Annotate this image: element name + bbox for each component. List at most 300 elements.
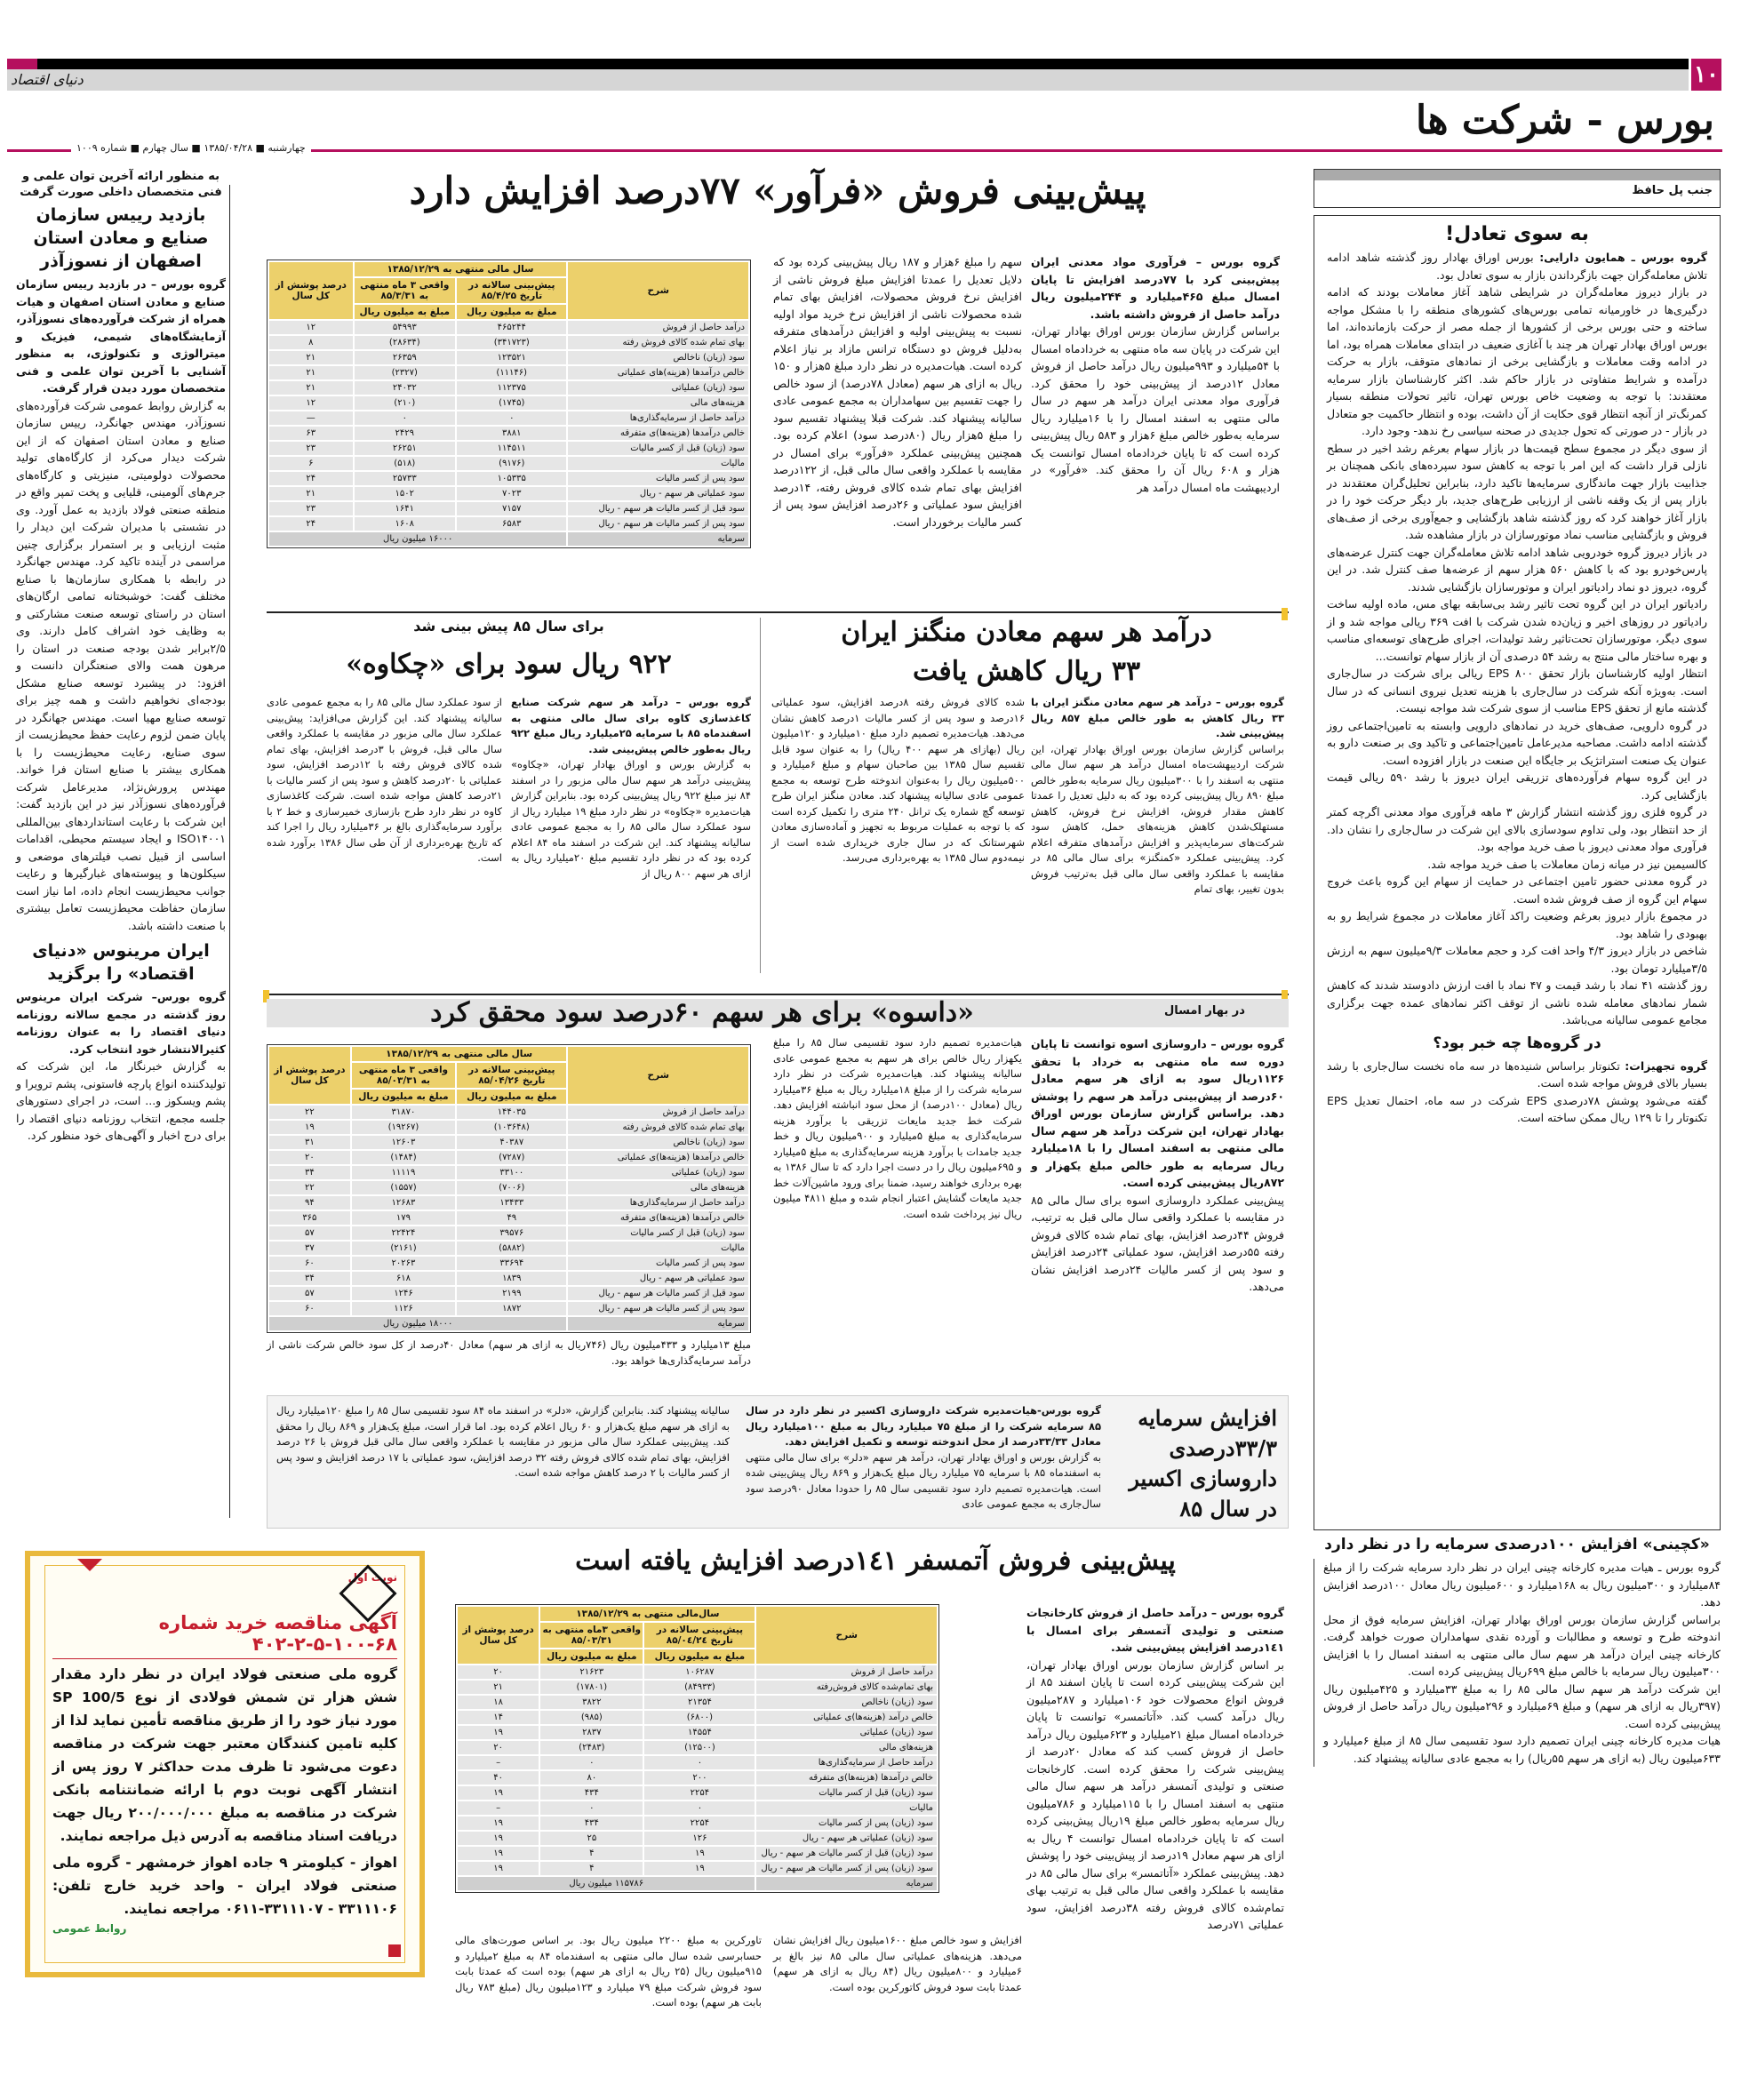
col-desc: شرح [568,262,748,319]
cell-forecast: ۱۴۵۵۴ [644,1726,755,1739]
cell-actual: (۹۸۵) [540,1711,643,1724]
cell-forecast: ۱۸۳۹ [457,1272,566,1285]
masthead-bar [7,59,1689,69]
cell-coverage: ۵۷ [269,1226,350,1240]
group-lead: گروه تجهیزات: [1625,1058,1708,1073]
table-row [269,502,748,515]
cell-coverage: ۲۴ [269,472,353,485]
paragraph: به گزارش بورس و اوراق بهادار تهران، «چکاوه» پیش‌بینی درآمد هر سهم سال مالی مزبور را در اسفند ۸۴ نیز مبلغ ۹۲۲ ریال پیش‌بینی کرده بود. بنابراین گزارش هیات‌مدیره «چکاوه» در نظر دارد مبلغ ۱۹ میلیارد ریال از سود عملکرد سال مالی ۸۵ را به مجمع عمومی عادی سالیانه پیشنهاد کند. این شرکت در اسفند ماه ۸۴ اعلام کرده بود که در نظر دارد تقسیم مبلغ ۲۰میلیارد ریال به ازای هر سهم ۸۰۰ ریال از [511,758,752,880]
headline-line: ۳۳ ریال کاهش یافت [912,656,1141,687]
cell-coverage: ۲۱ [269,351,353,364]
cell-actual: ۱۱۲۶ [352,1302,455,1315]
table-row [458,1726,937,1739]
paragraph: در مجموع بازار دیروز بعرغم وضعیت راکد آغاز معاملات در مجموع شرایط رو به بهبودی را شاهد بود. [1327,909,1707,940]
cell-coverage: ۴۰ [458,1771,539,1785]
cell-actual: ۲۶۳۵۹ [355,351,456,364]
cell-forecast: ۳۹۵۷۶ [457,1226,566,1240]
cell-forecast: ۱۱۲۳۷۵ [457,381,566,395]
cell-forecast: ۴۰۳۸۷ [457,1136,566,1149]
paragraph: روز گذشته ۴۱ نماد با رشد قیمت و ۴۷ نماد با افت ارزش دادوستد شدند که کاهش شمار نمادهای معامله شده ناشی از توقف اکثر نمادهای عمده جهت برگزاری مجامع عمومی سالیانه می‌باشد. [1327,978,1707,1026]
cell-coverage: – [458,1756,539,1769]
groups-subhead: در گروه‌ها چه خبر بود؟ [1433,1034,1601,1052]
cell-coverage: ۸ [269,336,353,349]
cell-label: سود (زیان) قبل از کسر مالیات هر سهم - ریال [756,1847,937,1860]
cell-forecast: ۲۰۰ [644,1771,755,1785]
cell-coverage: ۱۲ [269,396,353,410]
chakaveh-heading [267,618,751,684]
cell-actual: ۲۵۷۳۳ [355,472,456,485]
cell-label: درآمد حاصل از سرمایه‌گذاری‌ها [568,411,748,425]
chakaveh-col2: از سود عملکرد سال مالی ۸۵ را به مجمع عمومی عادی سالیانه پیشنهاد کند. این گزارش می‌افزاید: پیش‌بینی عملکرد سال مالی مزبور در مقایسه با عملکرد واقعی سال مالی قبل، فروش با ۳درصد افزایش، بهای تمام شده کالای فروش رفته با ۱۲درصد افزایش، سود عملیاتی با ۲۰درصد کاهش و سود پس از کسر مالیات با ۲۱درصد کاهش مواجه شده است. شرکت کاغذسازی کاوه در نظر دارد طرح بازسازی خمیرسازی و خط ۲ با برآورد سرمایه‌گذاری بالغ بر ۳۶میلیارد ریال را اجرا کند که تاریخ بهره‌برداری از آن طی سال ۱۳۸۶ برآورد شده است. [267,696,502,864]
cell-coverage: ۱۲ [269,321,353,334]
col-actual: واقعی ۳ماه منتهی به ۸۵/۰۳/۳۱ [540,1623,643,1648]
ad-turn-label: نوبت اول [347,1571,397,1584]
paragraph: به گزارش روابط عمومی شرکت فرآورده‌های نسوزآذر، مهندس جهانگرد، رییس سازمان صنایع و معادن استان اصفهان که از این شرکت دیدار می‌کرد از کارگاه‌های تولید محصولات دولومیتی، منیزیتی و کارگاه‌های جرم‌های آلومینی، قلیایی و پخت تمپر واقع در منطقه صنعتی فولاد بازدید به عمل آورد. وی در نشستی با مدیران شرکت این دیدار را مثبت ارزیابی و بر استمرار برگزاری چنین مراسمی در آینده تاکید کرد. مهندس جهانگرد در رابطه با همکاری سازمان‌ها با صنایع مختلف گفت: خوشبختانه تمامی ارگان‌های استان در راستای توسعه صنعت مشارکتی و به وظایف خود اشراف کامل دارند. وی ۲/۵برابر شدن بودجه صنعت در استان را مرهون همت والای صنعتگران دانست و افزود: در پیشبرد توسعه صنایع مشکل بودجه‌ای نخواهیم داشت و همه چیز برای توسعه صنایع مهیا است. مهندس جهانگرد در پایان ضمن لزوم رعایت حفظ محیط‌زیست از سوی صنایع، رعایت محیط‌زیست را با همکاری بیشتر با صنایع استان فرا خواند. مهندس پرورش‌نژاد، مدیرعامل شرکت فرآورده‌های نسوزآذر نیز در این بازدید گفت: این شرکت با رعایت استانداردهای بین‌المللی ISO۱۴۰۰۱ و ایجاد سیستم محیطی، اقدامات اساسی از قبیل نصب فیلترهای موضعی و سیکلون‌ها و پیوسته‌های غبارگیرها و رعایت جوانب محیط‌زیست انجام داده، اما نیاز است سازمان حفاظت محیط‌زیست تعامل بیشتری با صنعت داشته باشد. [16,398,226,932]
exir-lead: گروه بورس-هیات‌مدیره شرکت داروسازی اکسیر در نظر دارد در سال ۸۵ سرمایه شرکت را از مبلغ ۷۵ میلیارد ریال به مبلغ ۱۰۰میلیارد ریال معادل ۳۳/۳۳درصد از محل اندوخته توسعه و تکمیل افزایش دهد. [746,1404,1101,1448]
cell-forecast: ۱۰۶۲۸۷ [644,1665,755,1679]
market-report-box [1314,215,1721,1530]
table-row [269,336,748,349]
cell-label: سود عملیاتی هر سهم - ریال [568,1272,748,1285]
section-rule [267,994,1289,995]
cell-actual: ۲۵ [540,1832,643,1845]
atmosfer-col2: افزایش و سود خالص مبلغ ۱۶۰۰میلیون ریال افزایش نشان می‌دهد. هزینه‌های عملیاتی سال مالی ۸۵ نیز بالغ بر ۶میلیارد و ۸۰۰میلیون ریال (۸۴ ریال به ازای هر سهم) عمدتا بابت سود فروش کاتورکرین بوده است. [773,1934,1023,1993]
cell-label: مالیات [756,1801,937,1815]
table-row [269,351,748,364]
paragraph: در گروه دارویی، صف‌های خرید در نمادهای دارویی وابسته به تامین‌اجتماعی روز گذشته ادامه داشت. مصاحبه مدیرعامل تامین‌اجتماعی و تاکید وی بر صنعت دارو به عنوان یک صنعت استراتژیک بر جایگاه این صنعت در بازار افزوده است. [1327,718,1707,767]
cell-coverage: ۱۹ [458,1847,539,1860]
cell-coverage: ۳۷ [269,1242,350,1255]
table-row [269,1211,748,1225]
table-row [269,366,748,379]
merinos-body [16,988,226,1145]
cell-coverage: ۲۲ [269,1106,350,1119]
cell-actual: ۴ [540,1862,643,1875]
cell-forecast: (۸۴۹۳۳) [644,1681,755,1694]
table-row [458,1801,937,1815]
cell-label: خالص درآمدها (هزینه‌ها)ی عملیاتی [568,1151,748,1164]
cell-coverage: ۲۴ [269,517,353,531]
cell-forecast: ۶۵۸۳ [457,517,566,531]
cell-coverage: ۹۴ [269,1196,350,1210]
cell-label: سود قبل از کسر مالیات هر سهم - ریال [568,1287,748,1300]
table-row [269,427,748,440]
unit: مبلغ به میلیون ریال [540,1649,643,1664]
cell-actual: ۲۸۳۷ [540,1726,643,1739]
capital-row [458,1877,937,1890]
headline-line: ۳۳/۳درصدی [1169,1435,1277,1461]
column-header-label: جنب پل حافظ [1632,184,1713,197]
kachini-article [1314,1536,1721,1767]
table-row [458,1711,937,1724]
cell-actual: ۱۲۶۰۳ [352,1136,455,1149]
cell-actual: ۰ [355,411,456,425]
cell-actual: (۲۴۸۳) [540,1741,643,1754]
paragraph: براساس گزارش سازمان بورس اوراق بهادار تهران، افزایش سرمایه فوق از محل اندوخته طرح و توسعه و مطالبات و آورده نقدی سهامداران صورت خواهد گرفت. کارخانه چینی ایران درآمد هر سهم سال مالی منتهی به اسفند امسال را با افزایش ۳۰۰میلیون ریال سرمایه با خالص مبلغ ۶۹۹ریال پیش‌بینی کرده است. [1323,1612,1721,1678]
chakaveh-col1 [511,695,751,882]
table-row [269,1181,748,1194]
cell-label: سود (زیان) عملیاتی [756,1726,937,1739]
cell-forecast: ۱۱۴۵۱۱ [457,442,566,455]
cell-coverage: ۶۰ [269,1257,350,1270]
paragraph: تکنوتار براساس شنیده‌ها در سه ماه نخست سال‌جاری با رشد بسیار بالای فروش مواجه شده است. [1327,1058,1707,1090]
ad-address: اهواز - کیلومتر ۹ جاده اهواز خرمشهر - گروه ملی صنعتی فولاد ایران - واحد خرید خارج تلفن: ۳۳۱۱۱۰۶ - ۳۳۱۱۱۰۷-۰۶۱۱ مراجعه نمایند. [52,1855,397,1917]
cell-actual: ۱۲۴۶ [352,1287,455,1300]
table-row [458,1786,937,1800]
cell-actual: (۱۷۸۰۱) [540,1681,643,1694]
cell-forecast: ۱۹ [644,1862,755,1875]
table-row [458,1771,937,1785]
table-row [269,1151,748,1164]
cell-label: سود (زیان) عملیاتی [568,381,748,395]
table-row [269,457,748,470]
atmosfer-col3: تاورکرین به مبلغ ۲۲۰۰ میلیون ریال بود. بر اساس صورت‌های مالی حسابرسی شده سال مالی منتهی به اسفندماه ۸۴ به مبلغ ۲میلیارد و ۹۱۵میلیون ریال (۲۵ ریال به ازای هر سهم) بوده است که عمدتا بابت سود فروش شرکت مبلغ ۷۹ میلیارد و ۱۲۳میلیون ریال (مبلغ ۷۸۳ ریال بابت هر سهم) بوده است. [455,1934,762,2008]
capital-value: ۱۱۵۷۸۶ میلیون ریال [458,1877,755,1890]
col-forecast: پیش‌بینی سالانه در تاریخ ۸۵/۰٤/۲٤ [644,1623,755,1648]
cell-coverage: ۶۰ [269,1302,350,1315]
masthead-grey-band [7,69,1689,91]
cell-coverage: ۲۱ [269,381,353,395]
cell-forecast: ۳۸۸۱ [457,427,566,440]
paragraph: هیات مدیره کارخانه چینی ایران تصمیم دارد سود تقسیمی سال ۸۵ از مبلغ ۶میلیارد و ۶۳۳میلیون ریال (به ازای هر سهم ۵۵ریال) را به مجمع عادی سالیانه پیشنهاد کند. [1323,1734,1721,1765]
cell-actual: ۲۶۲۵۱ [355,442,456,455]
nosouz-lead: گروه بورس – در بازدید رییس سازمان صنایع و معادن استان اصفهان و هیات همراه از شرکت فرآورده‌های نسوزآذر، آزمایشگاه‌های شیمی، فیزیک و میترالوژی و تکنولوژی، به منظور آشنایی با آخرین توان علمی و فنی متخصصان مورد دیدن قرار گرفت. [16,277,226,395]
cell-actual: ۴۳۴ [540,1786,643,1800]
cell-actual: (۲۸۶۳۴) [355,336,456,349]
cell-coverage: ۲۱ [458,1681,539,1694]
cell-coverage: ۲۳ [269,442,353,455]
paragraph: براساس گزارش سازمان بورس اوراق بهادار تهران، این شرکت اردیبهشت‌ماه امسال درآمد هر سهم سال مالی منتهی به اسفند را با ۳۰۰میلیون ریال سرمایه به‌طور خالص مبلغ ۸۹۰ ریال پیش‌بینی کرده بود که به دلیل تعدیل را عمدتا کاهش مقدار فروش، افزایش نرخ فروش، کاهش مستهلک‌شدن کاهش هزینه‌های حمل، کاهش سود شرکت‌های سرمایه‌پذیر و افزایش درآمدهای متفرقه اعلام کرد. پیش‌بینی عملکرد «کمنگنز» برای سال مالی ۸۵ در مقایسه با عملکرد واقعی سال مالی قبل به‌ترتیب فروش بدون تغییر، بهای تمام [1031,742,1284,895]
cell-label: سود (زیان) ناخالص [568,351,748,364]
cell-forecast: ۱۲۶ [644,1832,755,1845]
table-row [269,517,748,531]
exir-col1 [746,1403,1101,1513]
table-row [458,1847,937,1860]
cell-forecast: ۱۸۷۲ [457,1302,566,1315]
manganese-headline [764,613,1289,691]
cell-actual: ۴۳۴ [540,1817,643,1830]
cell-label: بهای تمام شده کالای فروش رفته [568,1121,748,1134]
unit: مبلغ به میلیون ریال [457,305,566,319]
farawar-lead: گروه بورس – فرآوری مواد معدنی ایران پیش‌بینی کرد با ۷۷درصد افزایش تا پایان امسال مبلغ ۴۶۵میلیارد و ۲۴۴میلیون ریال درآمد حاصل از فروش داشته باشد. [1031,255,1280,321]
cell-actual: ۱۵۰۲ [355,487,456,500]
dateline: چهارشنبه ■ ۱۳۸۵/۰۴/۲۸ ■ سال چهارم ■ شماره ۱۰۰۹ [71,142,311,154]
manganese-lead: گروه بورس – درآمد هر سهم معادن منگنز ایران با ۳۳ ریال کاهش به طور خالص مبلغ ۸۵۷ ریال پیش‌بینی شد. [1031,696,1284,739]
paragraph: گروه بورس ـ هیات مدیره کارخانه چینی ایران در نظر دارد سرمایه شرکت را از مبلغ ۸۴میلیارد و ۳۰۰میلیون ریال به ۱۶۸میلیارد و ۶۰۰میلیون ریال معادل ۱۰۰درصد افزایش دهد. [1323,1561,1721,1609]
col-coverage: درصد پوشش از کل سال [269,1047,350,1104]
cell-forecast: ۱۳۴۳۳ [457,1196,566,1210]
cell-forecast: (۷۲۸۷) [457,1151,566,1164]
table-row [458,1756,937,1769]
dasveh-col1 [1031,1035,1284,1296]
section-title: بورس - شرکت ها [1415,98,1714,143]
cell-forecast: (۱۰۳۶۴۸) [457,1121,566,1134]
cell-label: سود قبل از کسر مالیات هر سهم - ریال [568,502,748,515]
groups-body [1327,1058,1707,1127]
capital-label: سرمایه [568,1317,748,1330]
dasveh-table-wrap [267,1044,751,1333]
merinos-headline: ایران مرینوس «دنیای اقتصاد» را برگزید [32,941,210,984]
ad-triangle-marker [77,1559,102,1571]
atmosfer-col1 [1026,1604,1284,1934]
column-divider [229,185,230,1518]
capital-row [269,1317,748,1330]
cell-forecast: (۹۱۷۶) [457,457,566,470]
kachini-body [1314,1559,1721,1767]
merinos-lead: گروه بورس– شرکت ایران مرینوس روز گذشته در مجمع سالانه روزنامه دنیای اقتصاد را به عنوان روزنامه کثیرالانتشار خود انتخاب کرد. [16,990,226,1056]
period-header: سال‌مالی منتهی به ۱۳۸۵/۱۲/۲۹ [540,1607,755,1621]
header-grey-band [1314,170,1720,180]
cell-coverage: ۶۳ [269,427,353,440]
table-row [458,1681,937,1694]
col-desc: شرح [756,1607,937,1664]
ad-inner-frame [44,1565,405,1963]
unit: مبلغ به میلیون ریال [457,1090,566,1104]
cell-label: درآمد حاصل از سرمایه‌گذاری‌ها [568,1196,748,1210]
cell-actual: ۵۴۹۹۳ [355,321,456,334]
cell-actual: ۰ [540,1801,643,1815]
table-row [269,1272,748,1285]
col-actual: واقعی ۳ ماه منتهی به ۸۵/۳/۳۱ [355,278,456,303]
chakaveh-headline: ۹۲۲ ریال سود برای «چکاوه» [346,649,672,680]
kachini-title: «کچینی» افزایش ۱۰۰درصدی سرمایه را در نظر دارد [1324,1536,1710,1553]
cell-coverage: ۳۴ [269,1166,350,1179]
cell-forecast: (۱۱۱۴۶) [457,366,566,379]
table-row [269,1242,748,1255]
paragraph: به گزارش خبرنگار ما، این شرکت که تولیدکننده انواع پارچه فاستونی، پشم ترویرا و پشم ویسکوز و... است، در اجرای دستورهای جلسه مجمع، انتخاب روزنامه دنیای اقتصاد را برای درج اخبار و آگهی‌های خود منظور کرد. [16,1059,226,1142]
cell-actual: ۱۷۹ [352,1211,455,1225]
cell-coverage: ۱۹ [458,1832,539,1845]
table-row [269,1287,748,1300]
cell-coverage: ۱۴ [458,1711,539,1724]
cell-actual: ۴ [540,1847,643,1860]
capital-value: ۱۸۰۰۰ میلیون ریال [269,1317,566,1330]
cell-forecast: (۶۸۰۰) [644,1711,755,1724]
headline-line: داروسازی اکسیر [1129,1465,1277,1491]
cell-actual: ۲۴۰۳۲ [355,381,456,395]
table-row [269,1196,748,1210]
cell-label: مالیات [568,1242,748,1255]
ad-signature: روابط عمومی [52,1922,127,1935]
cell-label: سود (زیان) قبل از کسر مالیات [568,442,748,455]
farawar-col1 [1031,253,1280,496]
cell-coverage: ۲۲ [269,1181,350,1194]
cell-coverage: ۱۹ [458,1726,539,1739]
atmosfer-lead: گروه بورس – درآمد حاصل از فروش کارخانجات صنعتی و تولیدی آتمسفر برای امسال با ۱٤۱درصد افزایش پیش‌بینی شد. [1026,1606,1284,1654]
cell-label: هزینه‌های مالی [568,1181,748,1194]
cell-actual: ۲۴۲۹ [355,427,456,440]
exir-box [267,1395,1289,1529]
col-coverage: درصد پوشش از کل سال [269,262,353,319]
ad-red-square [388,1944,401,1957]
table-row [269,1121,748,1134]
farawar-col2: سهم را مبلغ ۶هزار و ۱۸۷ ریال پیش‌بینی کرده بود که دلایل تعدیل را عمدتا افزایش مبلغ فروش ناشی از افزایش نرخ فروش محصولات، افزایش بهای تمام شده محصولات ناشی از افزایش نرخ خرید مواد اولیه نسبت به پیش‌بینی اولیه و افزایش درآمدهای متفرقه به‌دلیل فروش دو دستگاه ترانس مازاد بر نیاز اعلام کرده است. هیات‌مدیره در نظر دارد مبلغ ۵هزار و ۱۵۰ ریال به ازای هر سهم (معادل ۷۸درصد) از سود خالص را جهت تقسیم بین سهامداران به مجمع عمومی عادی سالیانه پیشنهاد کند. شرکت قبلا پیشنهاد تقسیم سود را مبلغ ۵هزار ریال (۸۰درصد سود) اعلام کرده بود. همچنین پیش‌بینی عملکرد «فرآور» برای امسال در مقایسه با عملکرد واقعی سال مالی قبل، از ۱۲۲درصد افزایش بهای تمام شده کالای فروش رفته، ۱۴درصد افزایش سود عملیاتی و ۲۶درصد افزایش سود پس از کسر مالیات برخوردار است. [773,255,1023,529]
chakaveh-lead: گروه بورس – درآمد هر سهم شرکت صنایع کاغذسازی کاوه برای سال مالی منتهی به اسفندماه ۸۵ با سرمایه ۲۵میلیارد ریال مبلغ ۹۲۲ ریال به‌طور خالص پیش‌بینی شد. [511,696,752,755]
paragraph: این شرکت درآمد هر سهم سال مالی ۸۵ را به مبلغ ۳۳میلیارد و ۴۲۵میلیون ریال (۳۹۷ریال به ازای هر سهم) و مبلغ ۶۹میلیارد و ۲۹۶میلیون ریال درآمد حاصل از فروش پیش‌بینی کرده است. [1323,1681,1721,1730]
cell-actual: (۱۴۸۴) [352,1151,455,1164]
table-row [269,396,748,410]
cell-forecast: (۱۷۴۵) [457,396,566,410]
cell-coverage: ۶ [269,457,353,470]
cell-forecast: ۲۲۵۴ [644,1817,755,1830]
cell-label: سود (زیان) ناخالص [568,1136,748,1149]
cell-forecast: ۳۳۱۰۰ [457,1166,566,1179]
tender-advertisement [25,1551,425,1977]
cell-actual: ۲۲۴۲۴ [352,1226,455,1240]
left-news-column [16,169,226,1145]
cell-actual: ۳۸۲۲ [540,1696,643,1709]
unit: مبلغ به میلیون ریال [644,1649,755,1664]
cell-forecast: ۰ [457,411,566,425]
cell-forecast: ۱۴۴۰۳۵ [457,1106,566,1119]
dasveh-col2: هیات‌مدیره تصمیم دارد سود تقسیمی سال ۸۵ را مبلغ یکهزار ریال خالص برای هر سهم به مجمع عمومی عادی سالیانه پیشنهاد کند. هیات‌مدیره شرکت در نظر دارد سرمایه شرکت را از مبلغ ۱۸میلیارد ریال به مبلغ ۳۶میلیارد ریال (معادل ۱۰۰درصد) از محل سود انباشته افزایش دهد. شرکت خط جدید مایعات تزریقی با برآورد هزینه سرمایه‌گذاری به مبلغ ۵میلیارد و ۹۰۰میلیون ریال و خط جدید جامدات با برآورد هزینه سرمایه‌گذاری به مبلغ ۵میلیارد و ۶۹۵میلیون ریال را در دست اجرا دارد که تا سال ۱۳۸۶ به بهره برداری خواهند رسید، ضمنا برای ورود ماشین‌آلات خط جدید مایعات گشایش اعتبار انجام شده و مبلغ ۴۸۱۱ میلیون ریال نیز پرداخت شده است. [773,1036,1023,1220]
cell-coverage: ۲۰ [458,1741,539,1754]
cell-forecast: ۴۹ [457,1211,566,1225]
cell-coverage: ۱۸ [458,1696,539,1709]
manganese-col2: شده کالای فروش رفته ۸درصد افزایش، سود عملیاتی ۱۶درصد و سود پس از کسر مالیات ۱درصد کاهش نشان می‌دهد. هیات‌مدیره تصمیم دارد مبلغ ۱۰میلیارد و ۱۲۰میلیون ریال (بهازای هر سهم ۴۰۰ ریال) را به عنوان سود قابل تقسیم سال ۱۳۸۵ بین صاحبان سهام و مبلغ ۶میلیارد و ۵۰۰میلیون ریال را به‌عنوان اندوخته طرح توسعه به مجمع عمومی عادی سالیانه پیشنهاد کند. معادن منگنز ایران طرح توسعه گچ شماره یک ترانل ۲۴۰ متری را تکمیل کرده است که با توجه به عملیات مربوط به تجهیز و آماده‌سازی معادن شهرستانک که در سال جاری خریداری شده است از نیمه‌دوم سال ۱۳۸۵ به بهره‌برداری می‌رسد. [771,696,1025,864]
cell-forecast: ۲۱۹۹ [457,1287,566,1300]
cell-actual: ۱۲۶۸۳ [352,1196,455,1210]
col-coverage: درصد پوشش از کل سال [458,1607,539,1664]
cell-coverage: ۳۴ [269,1272,350,1285]
unit: مبلغ به میلیون ریال [355,305,456,319]
farawar-financial-table [267,260,751,548]
cell-forecast: ۷۱۵۷ [457,502,566,515]
cell-actual: (۵۱۸) [355,457,456,470]
cell-label: درآمد حاصل از فروش [756,1665,937,1679]
cell-label: هزینه‌های مالی [568,396,748,410]
cell-label: خالص درآمد (هزینه‌ها)ی عملیاتی [756,1711,937,1724]
paragraph: براساس گزارش سازمان بورس اوراق بهادار تهران، این شرکت در پایان سه ماه منتهی به خردادماه امسال با ۵۴میلیارد و ۹۹۳میلیون ریال درآمد حاصل از فروش معادل ۱۲درصد از پیش‌بینی خود را محقق کرد. فرآوری مواد معدنی ایران درآمد هر سهم در سال مالی منتهی به اسفند امسال را با ۱۶میلیارد ریال سرمایه به‌طور خالص مبلغ ۶هزار و ۵۸۳ ریال پیش‌بینی کرده است که تا پایان خردادماه امسال توانست یک هزار و ۶۰۸ ریال آن را محقق کند. «فرآور» در اردیبهشت ماه امسال درآمد هر [1031,324,1281,494]
masthead-accent [7,59,37,69]
cell-actual: (۱۹۲۶۷) [352,1121,455,1134]
cell-forecast: ۲۱۳۵۴ [644,1696,755,1709]
paragraph: در گروه معدنی حضور تامین اجتماعی در حمایت از سهام این گروه باعث خروج سهام این گروه از صف فروش شده است. [1327,874,1707,906]
headline-line: درآمد هر سهم معادن منگنز ایران [841,617,1212,648]
paragraph: گفته می‌شود پوشش ۷۸درصدی EPS شرکت در سه ماه، احتمال تعدیل EPS تکنوتار را تا ۱۲۹ ریال ممکن ساخته است. [1327,1093,1707,1124]
table-row [269,1226,748,1240]
cell-label: سود (زیان) قبل از کسر مالیات [756,1786,937,1800]
paragraph: پیش‌بینی عملکرد داروسازی اسوه برای سال مالی ۸۵ در مقایسه با عملکرد واقعی سال مالی قبل به ترتیب، فروش ۴۴درصد افزایش، بهای تمام شده کالای فروش رفته ۵۵درصد افزایش، سود عملیاتی ۲۴درصد افزایش و سود پس از کسر مالیات ۲۴درصد افزایش نشان می‌دهد. [1031,1193,1285,1293]
col-actual: واقعی ۳ ماه منتهی به ۸۵/۰۳/۳۱ [352,1063,455,1088]
cell-actual: ۸۰ [540,1771,643,1785]
cell-label: سود (زیان) عملیاتی [568,1166,748,1179]
cell-label: سود (زیان) پس از کسر مالیات [756,1817,937,1830]
dasveh-kicker: در بهار امسال [1164,1004,1245,1018]
cell-forecast: (۵۸۸۲) [457,1242,566,1255]
cell-coverage: ۲۱ [269,487,353,500]
paragraph: بورس اوراق بهادار روز گذشته شاهد ادامه تلاش معامله‌گران جهت بازگرداندن بازار به سوی تعادل بود. [1327,251,1707,282]
capital-row [269,532,748,546]
cell-coverage: ۲۰ [269,1151,350,1164]
headline-line: در سال ۸۵ [1179,1496,1277,1521]
cell-coverage: ۱۹ [458,1817,539,1830]
cell-actual: (۲۱۶۱) [352,1242,455,1255]
cell-forecast: ۱۹ [644,1847,755,1860]
market-report-column [1314,169,1721,1530]
cell-forecast: (۳۴۱۷۲۳) [457,336,566,349]
cell-coverage: ۳۱ [269,1136,350,1149]
cell-coverage: ۲۳ [269,502,353,515]
cell-forecast: ۰ [644,1756,755,1769]
paragraph: رادیاتور ایران در این گروه تحت تاثیر رشد بی‌سابقه بهای مس، ماده اولیه ساخت رادیاتور در روزهای اخیر و زیان‌ده شدن شرکت با افت ۳۶۹ ریالی مواجه شد و از سوی دیگر، موتورسازان تحت‌تاثیر رشد تولیدات، اجرای طرح‌های توسعه‌ای مناسب و بهره ساختار مالی منتج به رشد ۵۴ درصدی آن از بازار سهام توانست... [1327,597,1707,663]
table-row [458,1741,937,1754]
cell-actual: ۱۱۱۱۹ [352,1166,455,1179]
cell-label: بهای تمام‌شده کالای فروش‌رفته [756,1681,937,1694]
nosouz-headline: بازدید رییس سازمان صنایع و معادن استان اصفهان از نسوزآذر [33,205,209,271]
cell-label: سود (زیان) قبل از کسر مالیات [568,1226,748,1240]
cell-coverage: ۱۹ [458,1786,539,1800]
cell-label: خالص درآمدها (هزینه‌ها)ی متفرقه [568,1211,748,1225]
cell-forecast: (۷۰۰۶) [457,1181,566,1194]
cell-label: درآمد حاصل از سرمایه‌گذاری‌ها [756,1756,937,1769]
table-row [269,1302,748,1315]
cell-actual: ۱۶۰۸ [355,517,456,531]
cell-actual: (۲۳۲۷) [355,366,456,379]
ad-title: آگهی مناقصه خرید شماره ۶۸-۱۰۰-۵-۲-۴۰۲ [52,1612,397,1659]
cell-coverage: ۵۷ [269,1287,350,1300]
farawar-table-wrap [267,260,751,548]
paragraph: به گزارش بورس و اوراق بهادار تهران، درآمد هر سهم «دلر» برای سال مالی منتهی به اسفندماه ۸۵ با سرمایه ۷۵ میلیارد ریال مبلغ یک‌هزار و ۸۶۹ ریال پیش‌بینی شده است. هیات‌مدیره تصمیم دارد سود تقسیمی سال ۸۵ را حدودا معادل ۹۰درصد سود سال‌جاری به مجمع عمومی عادی [746,1450,1102,1510]
byline: گروه بورس ـ همایون دارایی: [1539,251,1707,264]
cell-actual: (۲۱۰) [355,396,456,410]
cell-coverage: – [458,1801,539,1815]
cell-actual: (۱۵۵۷) [352,1181,455,1194]
table-row [269,1106,748,1119]
cell-forecast: ۰ [644,1801,755,1815]
table-row [269,487,748,500]
unit: مبلغ به میلیون ریال [352,1090,455,1104]
cell-label: سود (زیان) ناخالص [756,1696,937,1709]
cell-label: درآمد حاصل از فروش [568,1106,748,1119]
paragraph: کالسیمین نیز در میانه زمان معاملات با صف خرید مواجه شد. [1427,857,1707,871]
table-row [269,381,748,395]
cell-coverage: ۲۰ [458,1665,539,1679]
cell-actual: ۱۶۴۱ [355,502,456,515]
cell-coverage: ۱۹ [458,1862,539,1875]
cell-label: سود (زیان) عملیاتی هر سهم - ریال [756,1832,937,1845]
period-header: سال مالی منتهی به ۱۳۸۵/۱۲/۲۹ [355,262,567,276]
paragraph: در این گروه سهام فرآورده‌های تزریقی ایران دیروز با رشد ۵۹۰ ریالی قیمت بازگشایی کرد. [1327,771,1707,802]
table-row [269,411,748,425]
cell-label: بهای تمام شده کالای فروش رفته [568,336,748,349]
cell-label: خالص درآمدها (هزینه‌ها)ی متفرقه [756,1771,937,1785]
cell-label: سود (زیان) پس از کسر مالیات هر سهم - ریال [756,1862,937,1875]
headline-line: افزایش سرمایه [1138,1405,1277,1431]
manganese-col1 [1031,695,1284,898]
paragraph: انتظار اولیه کارشناسان بازار تحقق EPS ۸۰۰ ریالی برای شرکت در سال‌جاری است. به‌ویژه آنکه شرکت در سال‌جاری با هزینه تعدیل نیروی انسانی که در سال گذشته مانع از تحقق EPS مناسب از سوی شرکت شد مواجه نیست. [1327,667,1707,715]
table-row [458,1862,937,1875]
exir-col2: سالیانه پیشنهاد کند. بنابراین گزارش، «دلر» در اسفند ماه ۸۴ سود تقسیمی سال ۸۵ را مبلغ ۱۲۰میلیارد ریال به ازای هر سهم مبلغ یک‌هزار و ۶۰ ریال اعلام کرده بود. اما قرار است، مبلغ یک‌هزار و ۸۶۹ ریال را محقق کند. پیش‌بینی عملکرد سال مالی مزبور در مقایسه با عملکرد واقعی سال مالی قبل فروش با ۲۶ درصد افزایش، بهای تمام شده کالای فروش رفته ۳۲ درصد افزایش، سود عملیاتی با ۱۷ درصد افزایش و سود پس از کسر مالیات با ۲ درصد کاهش مواجه شده است. [276,1404,731,1479]
cell-label: سود عملیاتی هر سهم - ریال [568,487,748,500]
paragraph: در بازار دیروز معامله‌گران در شرایطی شاهد آغاز معاملات بودند که ادامه درگیری‌ها در خاورمیانه تمامی بورس‌های کشورهای منطقه را با مشکل مواجه ساخته و حتی بورس برخی از کشورها از جمله مصر از حرکت بازمانده‌اند، اما بورس اوراق بهادار تهران هر چند با آغازی ضعیف در ابتدای معاملات همراه بود، اما در ادامه وقت معاملات و بازگشایی برخی از نمادهای متوقف، بازار به حرکت درآمده و شرایط متفاوتی در بازار حاکم شد. اکثر کارشناسان بازار سرمایه معتقدند: با توجه به وضعیت خاص بورس تهران، تاثیر تحولات منطقه بسیار کمرنگ‌تر از آنچه انتظار قوی حکایت از آن داشت، بوده و انتظار حاکمیت جو متعادل در بازار - در صورتی که تحول جدیدی در صحنه سیاسی رخ ندهد- وجود دارد. [1327,285,1707,437]
paragraph: شاخص در بازار دیروز ۴/۳ واحد افت کرد و حجم معاملات ۹/۳میلیون سهم به ارزش ۳/۵میلیارد تومان بود. [1327,944,1707,975]
table-row [458,1817,937,1830]
capital-value: ۱۶۰۰۰ میلیون ریال [269,532,566,546]
table-row [458,1665,937,1679]
dasveh-lead: گروه بورس – داروسازی اسوه توانست تا پایان دوره سه ماه منتهی به خرداد با تحقق ۱۱۲۶ریال سود به ازای هر سهم معادل ۶۰درصد از پیش‌بینی درآمد هر سهم را پوشش دهد. براساس گزارش سازمان بورس اوراق بهادار تهران، این شرکت درآمد هر سهم سال مالی منتهی به اسفند امسال را با ۱۸میلیارد ریال سرمایه به طور خالص مبلغ یکهزار و ۸۷۲ریال پیش‌بینی کرده است. [1031,1037,1284,1189]
cell-label: سود پس از کسر مالیات هر سهم - ریال [568,1302,748,1315]
nosouz-kicker: به منظور ارائه آخرین توان علمی و فنی متخصصان داخلی صورت گرفت [20,170,222,199]
cell-actual: ۰ [540,1756,643,1769]
paragraph: بر اساس گزارش سازمان بورس اوراق بهادار تهران، این شرکت پیش‌بینی کرده است تا پایان اسفند ۸۵ از فروش انواع محصولات خود ۱۰۶میلیارد و ۲۸۷میلیون ریال درآمد کسب کند. «آتاتمسر» توانست تا پایان خردادماه امسال مبلغ ۲۱میلیارد و ۶۲۳میلیون ریال درآمد حاصل از فروش کسب کند که معادل ۲۰درصد از پیش‌بینی شرکت را محقق کرده است. کارخانجات صنعتی و تولیدی آتمسفر درآمد هر سهم سال مالی منتهی به اسفند امسال را با ۱۱۵میلیارد و ۷۸۶میلیون ریال سرمایه به‌طور خالص مبلغ ۱۹ریال پیش‌بینی کرده است که تا پایان خردادماه امسال توانست ۴ ریال به ازای هر سهم معادل ۱۹درصد از پیش‌بینی خود را پوشش دهد. پیش‌بینی عملکرد «آتاتمسر» برای سال مالی ۸۵ در مقایسه با عملکرد واقعی سال مالی قبل به ترتیب بهای تمام‌شده کالای فروش رفته ۳۸درصد افزایش، سود عملیاتی ۷۱درصد [1026,1657,1285,1931]
cell-label: هزینه‌های مالی [756,1741,937,1754]
cell-label: سود پس از کسر مالیات [568,472,748,485]
cell-actual: ۲۱۶۲۳ [540,1665,643,1679]
table-row [269,1136,748,1149]
cell-actual: ۶۱۸ [352,1272,455,1285]
cell-forecast: ۳۳۶۹۴ [457,1257,566,1270]
